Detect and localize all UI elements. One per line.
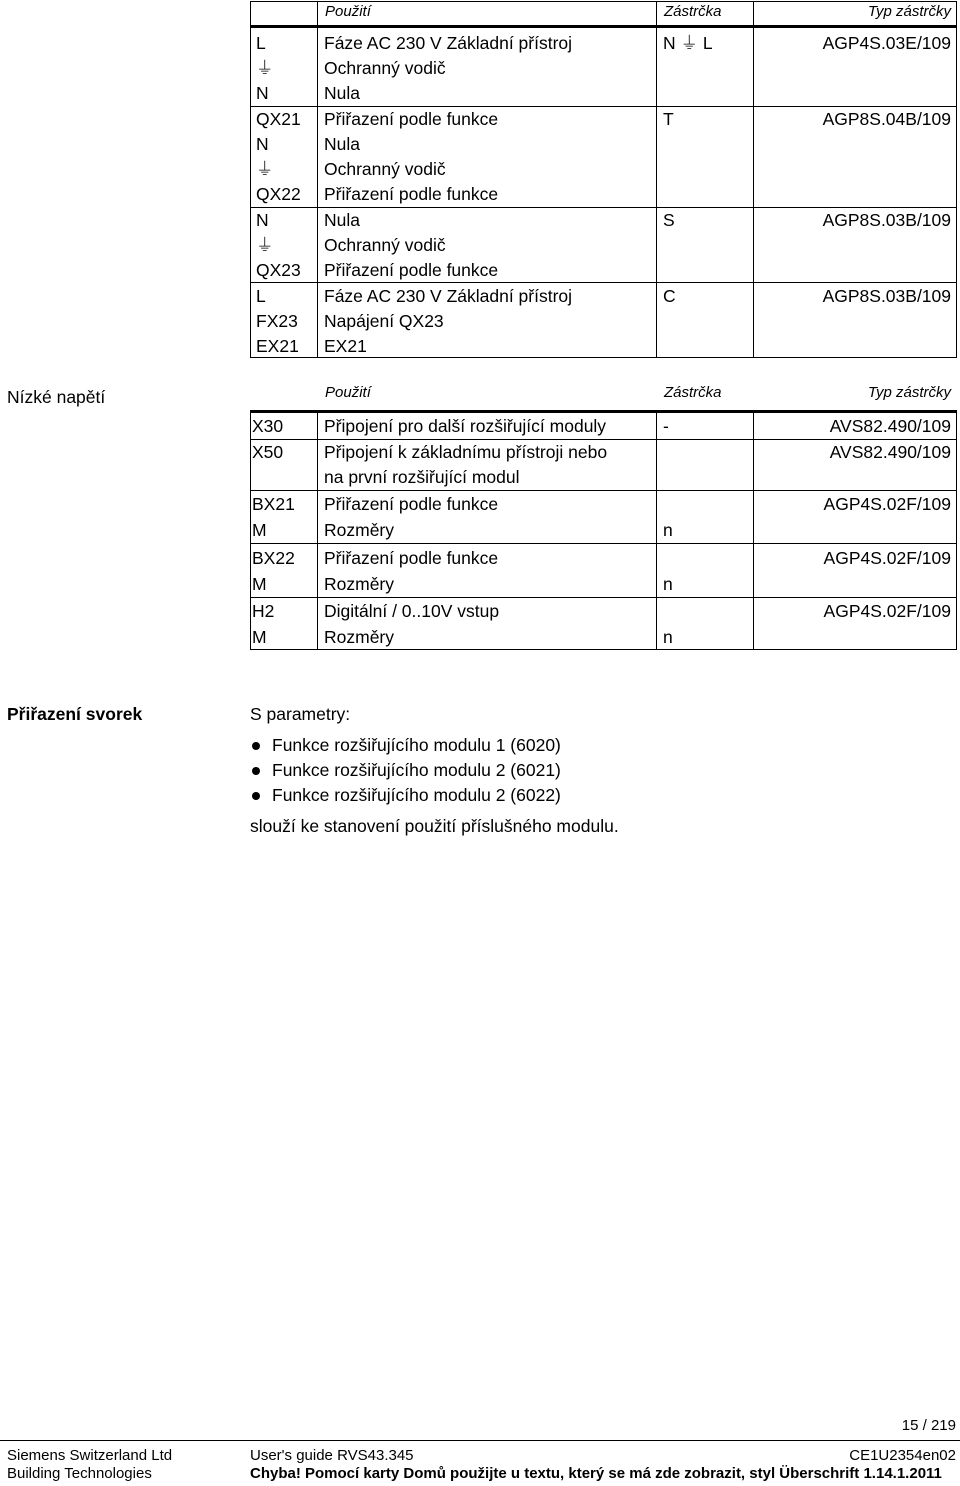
table1-plug: N ⏚ L	[663, 33, 713, 53]
table2-use: Rozměry	[324, 627, 395, 647]
footer-division: Building Technologies	[7, 1465, 152, 1482]
table2-term: X30	[252, 416, 284, 436]
table1-use: EX21	[324, 336, 367, 356]
table1-use: Ochranný vodič	[324, 58, 446, 78]
table1-plug-type: AGP8S.03B/109	[822, 286, 951, 306]
table2-use: Digitální / 0..10V vstup	[324, 601, 500, 621]
table2-term: M	[252, 574, 267, 594]
footer-guide: User's guide RVS43.345	[250, 1447, 414, 1464]
table2-term: BX22	[252, 548, 295, 568]
footer-reference-error: Chyba! Pomocí karty Domů použijte u textu, který se má zde zobrazit, styl Überschrift 1.14.1.2011	[250, 1465, 942, 1482]
table1-plug: C	[663, 286, 676, 306]
table2-header-use: Použití	[325, 384, 371, 401]
table2-plug: -	[663, 416, 669, 436]
table1-use: Přiřazení podle funkce	[324, 184, 499, 204]
table2-term: M	[252, 520, 267, 540]
list-item: Funkce rozšiřujícího modulu 2 (6022)	[250, 783, 561, 808]
table1-plug-type: AGP8S.03B/109	[822, 210, 951, 230]
footer-divider	[0, 1440, 960, 1441]
table2-header-plug-type: Typ zástrčky	[867, 384, 951, 401]
table1-term: N	[256, 134, 269, 154]
terminal-parameter-list	[250, 733, 561, 808]
table1-use: Přiřazení podle funkce	[324, 260, 499, 280]
table1-term: QX23	[256, 260, 301, 280]
table1-use: Nula	[324, 83, 360, 103]
table1-term: L	[256, 286, 266, 306]
table2-term: X50	[252, 442, 284, 462]
table2-plug-type: AGP4S.02F/109	[823, 548, 951, 568]
table2-use: Připojení k základnímu přístroji nebo	[324, 442, 608, 462]
table2-plug-type: AVS82.490/109	[829, 442, 951, 462]
terminal-outro: slouží ke stanovení použití příslušného modulu.	[250, 816, 619, 836]
table1-use: Fáze AC 230 V Základní přístroj	[324, 33, 573, 53]
table1-plug-type: AGP4S.03E/109	[822, 33, 951, 53]
table1-term: FX23	[256, 311, 298, 331]
table1-term: N	[256, 210, 269, 230]
section-label-terminal-assignment: Přiřazení svorek	[7, 704, 143, 724]
table2-header-plug: Zástrčka	[664, 384, 722, 401]
table1-term: N	[256, 83, 269, 103]
table2-plug: n	[663, 627, 673, 647]
table1-plug-type: AGP8S.04B/109	[822, 109, 951, 129]
table2-term: H2	[252, 601, 275, 621]
table2-plug-type: AVS82.490/109	[829, 416, 951, 436]
table1-term: L	[256, 33, 266, 53]
table1-use: Nula	[324, 210, 360, 230]
table2-use: Přiřazení podle funkce	[324, 548, 499, 568]
table2-term: M	[252, 627, 267, 647]
table2-plug: n	[663, 574, 673, 594]
table1-use: Ochranný vodič	[324, 159, 446, 179]
table2-term: BX21	[252, 494, 295, 514]
table2-use: Rozměry	[324, 520, 395, 540]
table1-header-plug-type: Typ zástrčky	[867, 3, 951, 20]
protective-earth-icon: ⏚	[256, 159, 274, 179]
section-label-low-voltage: Nízké napětí	[7, 387, 106, 407]
bullet-icon	[252, 792, 260, 800]
footer-company: Siemens Switzerland Ltd	[7, 1447, 173, 1464]
table1-term: QX22	[256, 184, 301, 204]
footer-doc-id: CE1U2354en02	[849, 1447, 956, 1464]
table1-use: Ochranný vodič	[324, 235, 446, 255]
list-item: Funkce rozšiřujícího modulu 2 (6021)	[250, 758, 561, 783]
table1-use: Přiřazení podle funkce	[324, 109, 499, 129]
table1-term: EX21	[256, 336, 299, 356]
table1-header-use: Použití	[325, 3, 371, 20]
terminal-intro: S parametry:	[250, 704, 351, 724]
list-item: Funkce rozšiřujícího modulu 1 (6020)	[250, 733, 561, 758]
page-number: 15 / 219	[901, 1417, 956, 1434]
table1-plug: S	[663, 210, 675, 230]
bullet-icon	[252, 767, 260, 775]
table2-plug-type: AGP4S.02F/109	[823, 494, 951, 514]
table1-use: Fáze AC 230 V Základní přístroj	[324, 286, 573, 306]
table2-use: Rozměry	[324, 574, 395, 594]
table1-use: Napájení QX23	[324, 311, 444, 331]
table1-use: Nula	[324, 134, 360, 154]
table1-header-plug: Zástrčka	[664, 3, 722, 20]
bullet-icon	[252, 742, 260, 750]
table2-plug-type: AGP4S.02F/109	[823, 601, 951, 621]
table1-term: QX21	[256, 109, 301, 129]
table2-use: na první rozšiřující modul	[324, 467, 520, 487]
table2-use: Přiřazení podle funkce	[324, 494, 499, 514]
protective-earth-icon: ⏚	[256, 235, 274, 255]
table2-plug: n	[663, 520, 673, 540]
table1-plug: T	[663, 109, 674, 129]
protective-earth-icon: ⏚	[256, 58, 274, 78]
table2-use: Připojení pro další rozšiřující moduly	[324, 416, 607, 436]
